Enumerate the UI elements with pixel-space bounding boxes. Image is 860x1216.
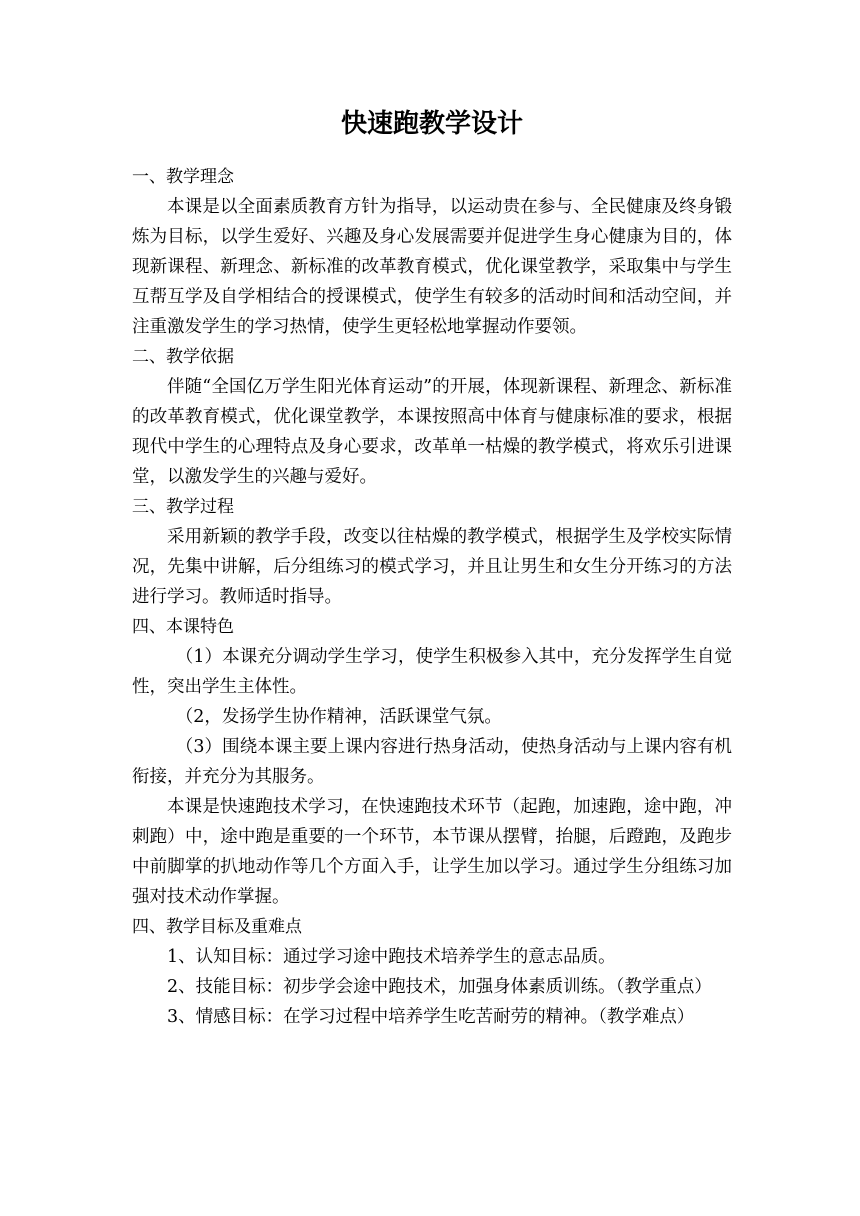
section-teaching-objectives [132,912,732,1032]
section-teaching-process [132,492,732,612]
feature-item-1: （1）本课充分调动学生学习，使学生积极参入其中，充分发挥学生自觉性，突出学生主体性。 [132,647,732,697]
section-heading: 三、教学过程 [132,497,234,517]
section-teaching-philosophy [132,162,732,342]
feature-item-2: （2，发扬学生协作精神，活跃课堂气氛。 [175,707,502,727]
section-heading: 四、教学目标及重难点 [132,917,302,937]
paragraph: 本课是快速跑技术学习，在快速跑技术环节（起跑，加速跑，途中跑，冲刺跑）中，途中跑是重要的一个环节，本节课从摆臂，抬腿，后蹬跑，及跑步中前脚掌的扒地动作等几个方面入手，让学生加以学习。通过学生分组练习加强对技术动作掌握。 [132,797,732,907]
objective-item-1: 1、认知目标：通过学习途中跑技术培养学生的意志品质。 [167,947,616,967]
section-lesson-features [132,612,732,912]
paragraph: 采用新颖的教学手段，改变以往枯燥的教学模式，根据学生及学校实际情况，先集中讲解，后分组练习的模式学习，并且让男生和女生分开练习的方法进行学习。教师适时指导。 [132,527,732,607]
document-title: 快速跑教学设计 [340,109,523,139]
objective-item-3: 3、情感目标：在学习过程中培养学生吃苦耐劳的精神。（教学难点） [167,1007,695,1027]
section-heading: 四、本课特色 [132,617,234,637]
section-heading: 二、教学依据 [132,347,234,367]
paragraph: 伴随“全国亿万学生阳光体育运动”的开展，体现新课程、新理念、新标准的改革教育模式，优化课堂教学，本课按照高中体育与健康标准的要求，根据现代中学生的心理特点及身心要求，改革单一枯燥的教学模式，将欢乐引进课堂，以激发学生的兴趣与爱好。 [132,377,732,487]
section-heading: 一、教学理念 [132,167,234,187]
feature-item-3: （3）围绕本课主要上课内容进行热身活动，使热身活动与上课内容有机衔接，并充分为其服务。 [132,737,732,787]
section-teaching-basis [132,342,732,492]
document-page [132,102,732,1032]
objective-item-2: 2、技能目标：初步学会途中跑技术，加强身体素质训练。（教学重点） [167,977,712,997]
paragraph: 本课是以全面素质教育方针为指导，以运动贵在参与、全民健康及终身锻炼为目标，以学生爱好、兴趣及身心发展需要并促进学生身心健康为目的，体现新课程、新理念、新标准的改革教育模式，优化课堂教学，采取集中与学生互帮互学及自学相结合的授课模式，使学生有较多的活动时间和活动空间，并注重激发学生的学习热情，使学生更轻松地掌握动作要领。 [132,197,732,337]
